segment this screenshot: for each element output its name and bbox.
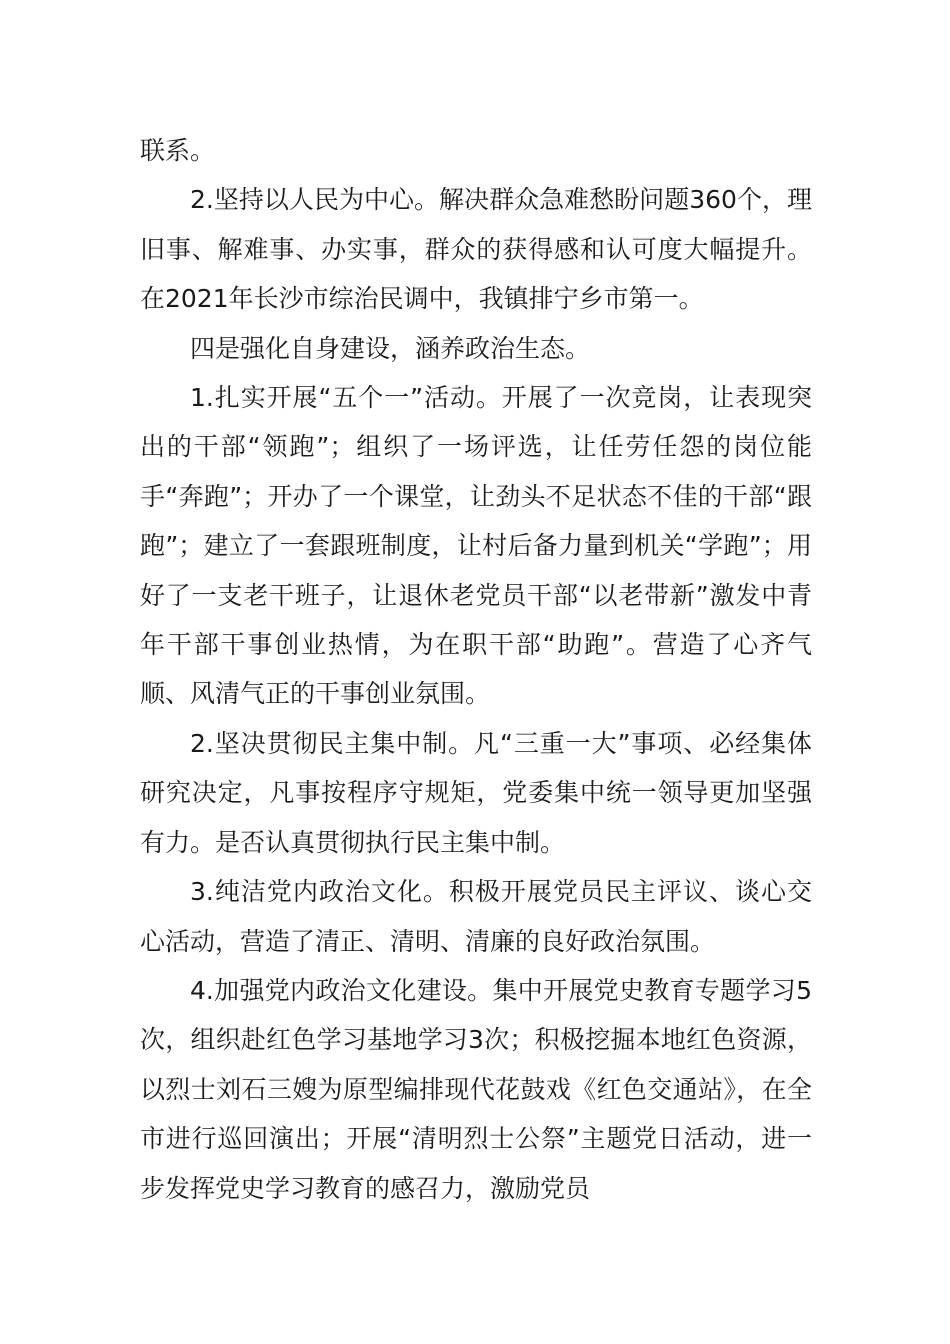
paragraph-people-centered: 2.坚持以人民为中心。解决群众急难愁盼问题360个，理旧事、解难事、办实事，群众的获得感和认可度大幅提升。在2021年长沙市综治民调中，我镇排宁乡市第一。 [140, 185, 812, 314]
paragraph-political-culture: 3.纯洁党内政治文化。积极开展党员民主评议、谈心交心活动，营造了清正、清明、清廉的良好政治氛围。 [140, 877, 812, 956]
paragraph-five-ones: 1.扎实开展“五个一”活动。开展了一次竞岗，让表现突出的干部“领跑”；组织了一场评选，让任劳任怨的岗位能手“奔跑”；开办了一个课堂，让劲头不足状态不佳的干部“跟跑”；建立了一套跟班制度，让村后备力量到机关“学跑”；用好了一支老干班子，让退休老党员干部“以老带新”激发中青年干部干事创业热情，为在职干部“助跑”。营造了心齐气顺、风清气正的干事创业氛围。 [140, 383, 812, 709]
paragraph-culture-building: 4.加强党内政治文化建设。集中开展党史教育专题学习5次，组织赴红色学习基地学习3次；积极挖掘本地红色资源，以烈士刘石三嫂为原型编排现代花鼓戏《红色交通站》，在全市进行巡回演出；开展“清明烈士公祭”主题党日活动，进一步发挥党史学习教育的感召力，激励党员 [140, 975, 812, 1203]
document-body [140, 126, 812, 1213]
paragraph-continuation: 联系。 [140, 136, 216, 165]
section-heading-self-building: 四是强化自身建设，涵养政治生态。 [190, 333, 591, 363]
paragraph-democratic-centralism: 2.坚决贯彻民主集中制。凡“三重一大”事项、必经集体研究决定，凡事按程序守规矩，党委集中统一领导更加坚强有力。是否认真贯彻执行民主集中制。 [140, 728, 812, 857]
